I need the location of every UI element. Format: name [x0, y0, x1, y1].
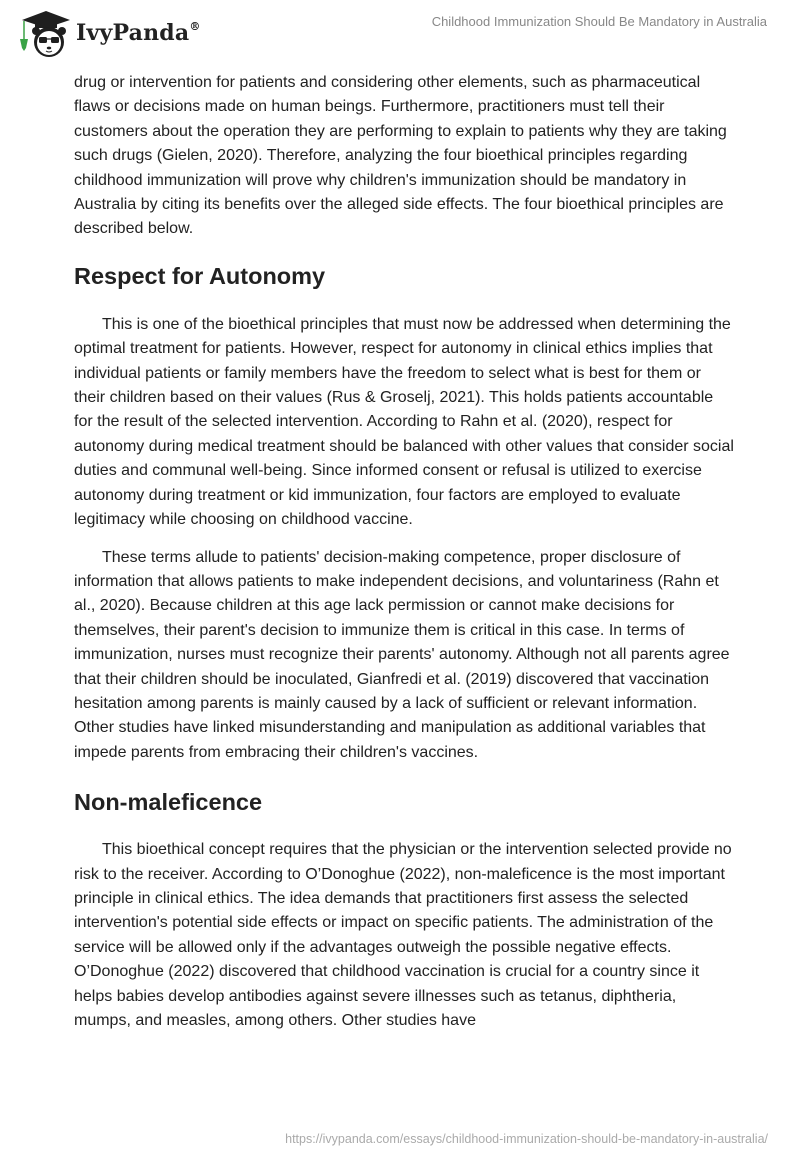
essay-body [74, 71, 734, 1033]
section-heading-respect-for-autonomy: Respect for Autonomy [74, 262, 326, 289]
source-url[interactable]: https://ivypanda.com/essays/childhood-immunization-should-be-mandatory-in-australia/ [285, 1132, 768, 1146]
intro-paragraph: drug or intervention for patients and considering other elements, such as pharmaceutical flaws or decisions made on human beings. Furthermore, practitioners must tell their customers about the operation they are performing to explain to patients why they are taking such drugs (Gielen, 2020). Therefore, analyzing the four bioethical principles regarding childhood immunization will prove why children's immunization should be mandatory in Australia by citing its benefits over the alleged side effects. The four bioethical principles are described below. [74, 74, 727, 238]
ivypanda-logo[interactable] [18, 8, 201, 58]
paragraph: This is one of the bioethical principles that must now be addressed when determining the optimal treatment for patients. However, respect for autonomy in clinical ethics implies that individual patients or family members have the freedom to select what is best for them or their children based on their values (Rus & Groselj, 2021). This holds patients accountable for the result of the selected intervention. According to Rahn et al. (2020), respect for autonomy during medical treatment should be balanced with other values that consider social duties and communal well-being. Since informed consent or refusal is utilized to exercise autonomy during treatment or kid immunization, four factors are employed to evaluate legitimacy while choosing on childhood vaccine. [74, 315, 734, 529]
paragraph: These terms allude to patients' decision-making competence, proper disclosure of information that allows patients to make independent decisions, and voluntariness (Rahn et al., 2020). Because children at this age lack permission or cannot make decisions for themselves, their parent's decision to immunize them is critical in this case. In terms of immunization, nurses must recognize their parents' autonomy. Although not all parents agree that their children should be inoculated, Gianfredi et al. (2019) discovered that vaccination hesitation among parents is mainly caused by a lack of sufficient or relevant information. Other studies have linked misunderstanding and manipulation as additional variables that impede parents from embracing their children's vaccines. [74, 548, 730, 761]
section-heading-non-maleficence: Non-maleficence [74, 789, 263, 816]
panda-graduate-icon [18, 8, 74, 58]
logo-wordmark: IvyPanda® [76, 19, 201, 46]
paragraph: This bioethical concept requires that the physician or the intervention selected provide no risk to the receiver. According to O’Donoghue (2022), non-maleficence is the most important principle in clinical ethics. The idea demands that practitioners first assess the selected intervention's potential side effects or impact on specific patients. The administration of the service will be allowed only if the advantages outweigh the possible negative effects. O’Donoghue (2022) discovered that childhood vaccination is crucial for a country since it helps babies develop antibodies against severe illnesses such as tetanus, diphtheria, mumps, and measles, among others. Other studies have [74, 841, 732, 1029]
page-header [0, 0, 800, 65]
document-title: Childhood Immunization Should Be Mandatory in Australia [431, 14, 767, 29]
